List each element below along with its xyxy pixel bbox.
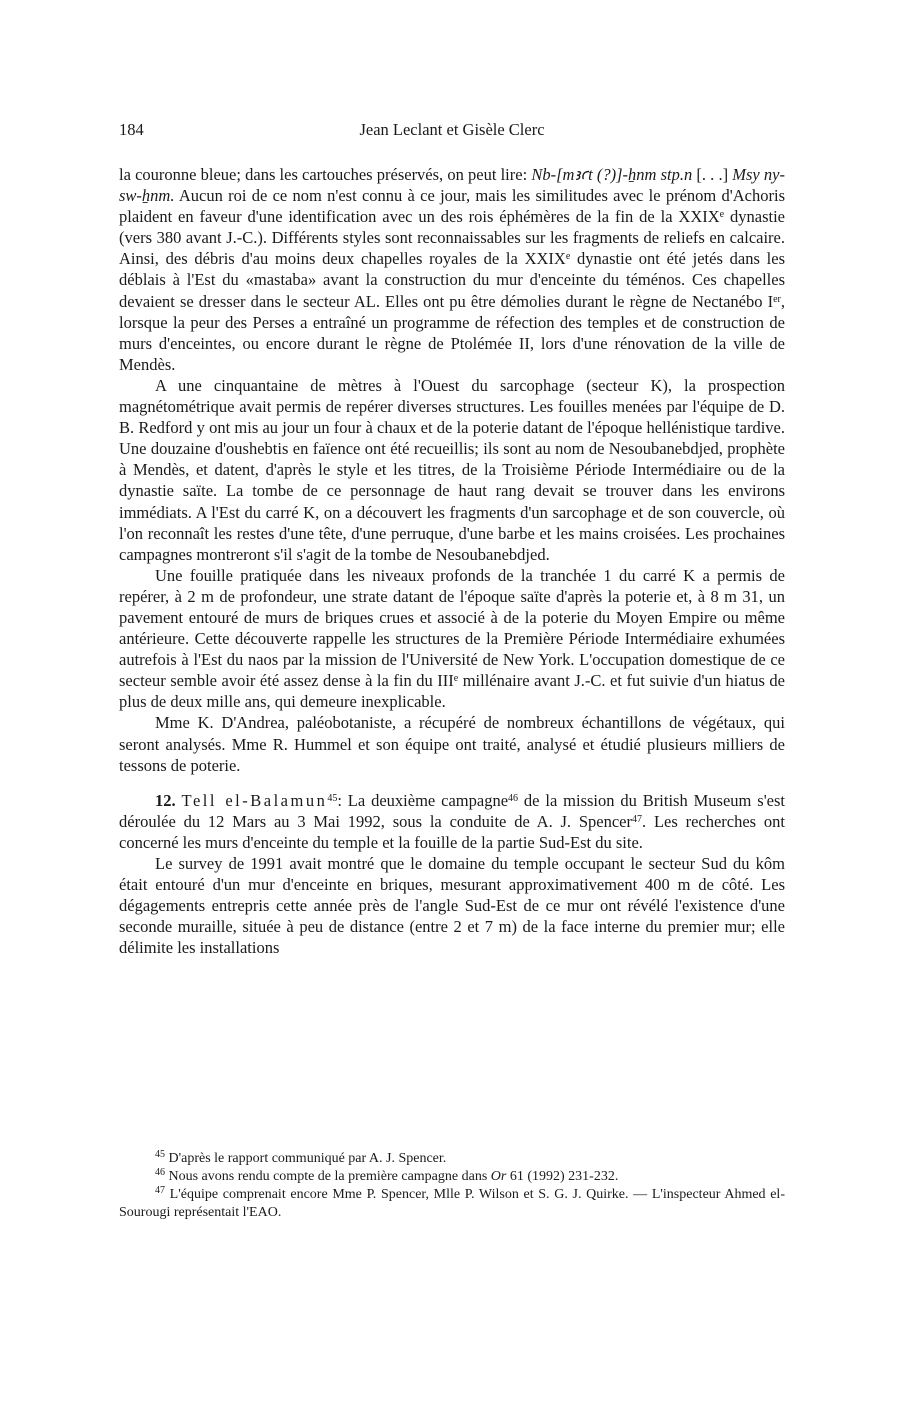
footnote-47 xyxy=(119,1186,785,1222)
footnote-46 xyxy=(119,1168,785,1186)
paragraph-2: A une cinquantaine de mètres à l'Ouest du sarcophage (secteur K), la prospection magnétométrique avait permis de repérer diverses structures. Les fouilles menées par l'équipe de D. B. Redford y ont mis au jour un four à chaux et de la poterie datant de l'époque hellénistique tardive. Une douzaine d'oushebtis en faïence ont été recueillis; ils sont au nom de Nesoubanebdjed, prophète à Mendès, et datent, d'après le style et les titres, de la Troisième Période Intermédiaire ou de la dynastie saïte. La tombe de ce personnage de haut rang devait se trouver dans les environs immédiats. A l'Est du carré K, on a découvert les fragments d'un sarcophage et de son couvercle, où l'on reconnaît les restes d'une tête, d'une perruque, d'une barbe et les mains croisées. Les prochaines campagnes montreront s'il s'agit de la tombe de Nesoubanebdjed. xyxy=(119,375,785,564)
footnote-text: D'après le rapport communiqué par A. J. Spencer. xyxy=(165,1151,447,1166)
paragraph-6: Le survey de 1991 avait montré que le domaine du temple occupant le secteur Sud du kôm était entouré d'un mur d'enceinte en briques, mesurant approximativement 400 m de côté. Les dégagements entrepris cette année près de l'angle Sud-Est de ce mur ont révélé l'existence d'une seconde muraille, située à peu de distance (entre 2 et 7 m) de la face interne du premier mur; elle délimite les installations xyxy=(119,854,785,958)
footnote-ref-45[interactable]: 45 xyxy=(327,792,338,804)
p1-text-3: Aucun roi de ce nom n'est connu à ce jour, mais les similitudes avec le prénom d'Achoris plaident en faveur d'une identification avec un des rois éphémères de la fin de la XXIX xyxy=(119,186,785,227)
body-text xyxy=(119,164,785,958)
p5-text-2: de la mission du British Museum s'est déroulée du 12 Mars au 3 Mai 1992, sous la conduite de A. J. Spencer xyxy=(119,790,785,831)
section-number: 12. xyxy=(155,790,176,810)
p1-text-1: la couronne bleue; dans les cartouches préservés, on peut lire: xyxy=(119,165,532,184)
cartouche-name-1: Nb-[mꜣꜥt (?)]-ẖnm stp.n xyxy=(531,165,693,184)
superscript: e xyxy=(453,673,459,685)
footnote-number: 46 xyxy=(155,1167,165,1178)
p1-text-4: dynastie (vers 380 avant J.-C.). Différents styles sont reconnaissables sur les fragments de reliefs en calcaire. Ainsi, des débris d'au moins deux chapelles royales de la XXIX xyxy=(119,207,785,269)
footnote-ref-47[interactable]: 47 xyxy=(632,813,643,825)
footnote-number: 45 xyxy=(155,1149,165,1160)
superscript: e xyxy=(565,251,571,263)
page-header xyxy=(119,120,785,144)
cartouche-name-2: Msy ny-sw-ẖnm. xyxy=(119,165,785,206)
paragraph-4: Mme K. D'Andrea, paléobotaniste, a récupéré de nombreux échantillons de végétaux, qui seront analysés. Mme R. Hummel et son équipe ont traité, analysé et étudié plusieurs milliers de tessons de poterie. xyxy=(119,713,785,775)
p1-text-6: , lorsque la peur des Perses a entraîné un programme de réfection des temples et de construction de murs d'enceintes, ou encore durant le règne de Ptolémée II, lors d'une rénovation de la ville de Mendès. xyxy=(119,291,785,374)
superscript: er xyxy=(773,293,781,305)
footnote-text: L'équipe comprenait encore Mme P. Spencer, Mlle P. Wilson et S. G. J. Quirke. — L'inspecteur Ahmed el-Sourougi représentait l'EAO. xyxy=(119,1187,785,1220)
journal-title: Or xyxy=(490,1169,507,1184)
section-12-heading-paragraph xyxy=(119,790,785,853)
running-title: Jean Leclant et Gisèle Clerc xyxy=(359,120,545,139)
site-name: Tell el-Balamun xyxy=(181,790,328,810)
p5-text-1: : La deuxième campagne xyxy=(337,790,509,810)
footnote-text: 61 (1992) 231-232. xyxy=(506,1169,619,1184)
footnote-ref-46[interactable]: 46 xyxy=(508,792,519,804)
superscript: e xyxy=(719,209,725,221)
footnote-text: Nous avons rendu compte de la première campagne dans xyxy=(165,1169,491,1184)
p5-text-3: . Les recherches ont concerné les murs d'enceinte du temple et la fouille de la partie Sud-Est du site. xyxy=(119,811,786,852)
paragraph-3 xyxy=(119,565,785,713)
footnote-45 xyxy=(119,1150,785,1168)
footnote-number: 47 xyxy=(155,1185,165,1196)
page-number: 184 xyxy=(119,120,144,139)
p1-text-5: dynastie ont été jetés dans les déblais à l'Est du «mastaba» avant la construction du mur d'enceinte du téménos. Ces chapelles devaient se dresser dans le secteur AL. Elles ont pu être démolies durant le règne de Nectanébo I xyxy=(119,249,785,311)
p3-text-2: millénaire avant J.-C. et fut suivie d'un hiatus de plus de deux mille ans, qui demeure inexplicable. xyxy=(119,671,785,712)
p1-text-2: [. . .] xyxy=(692,165,733,184)
paragraph-1 xyxy=(119,164,785,375)
footnotes xyxy=(119,1150,785,1222)
p3-text-1: Une fouille pratiquée dans les niveaux profonds de la tranchée 1 du carré K a permis de repérer, à 2 m de profondeur, une strate datant de l'époque saïte d'après la poterie et, à 8 m 31, un pavement entouré de murs de briques crues et associé à de la poterie du Moyen Empire ou même antérieure. Cette découverte rappelle les structures de la Première Période Intermédiaire exhumées autrefois à l'Est du naos par la mission de l'Université de New York. L'occupation domestique de ce secteur semble avoir été assez dense à la fin du III xyxy=(119,565,785,691)
